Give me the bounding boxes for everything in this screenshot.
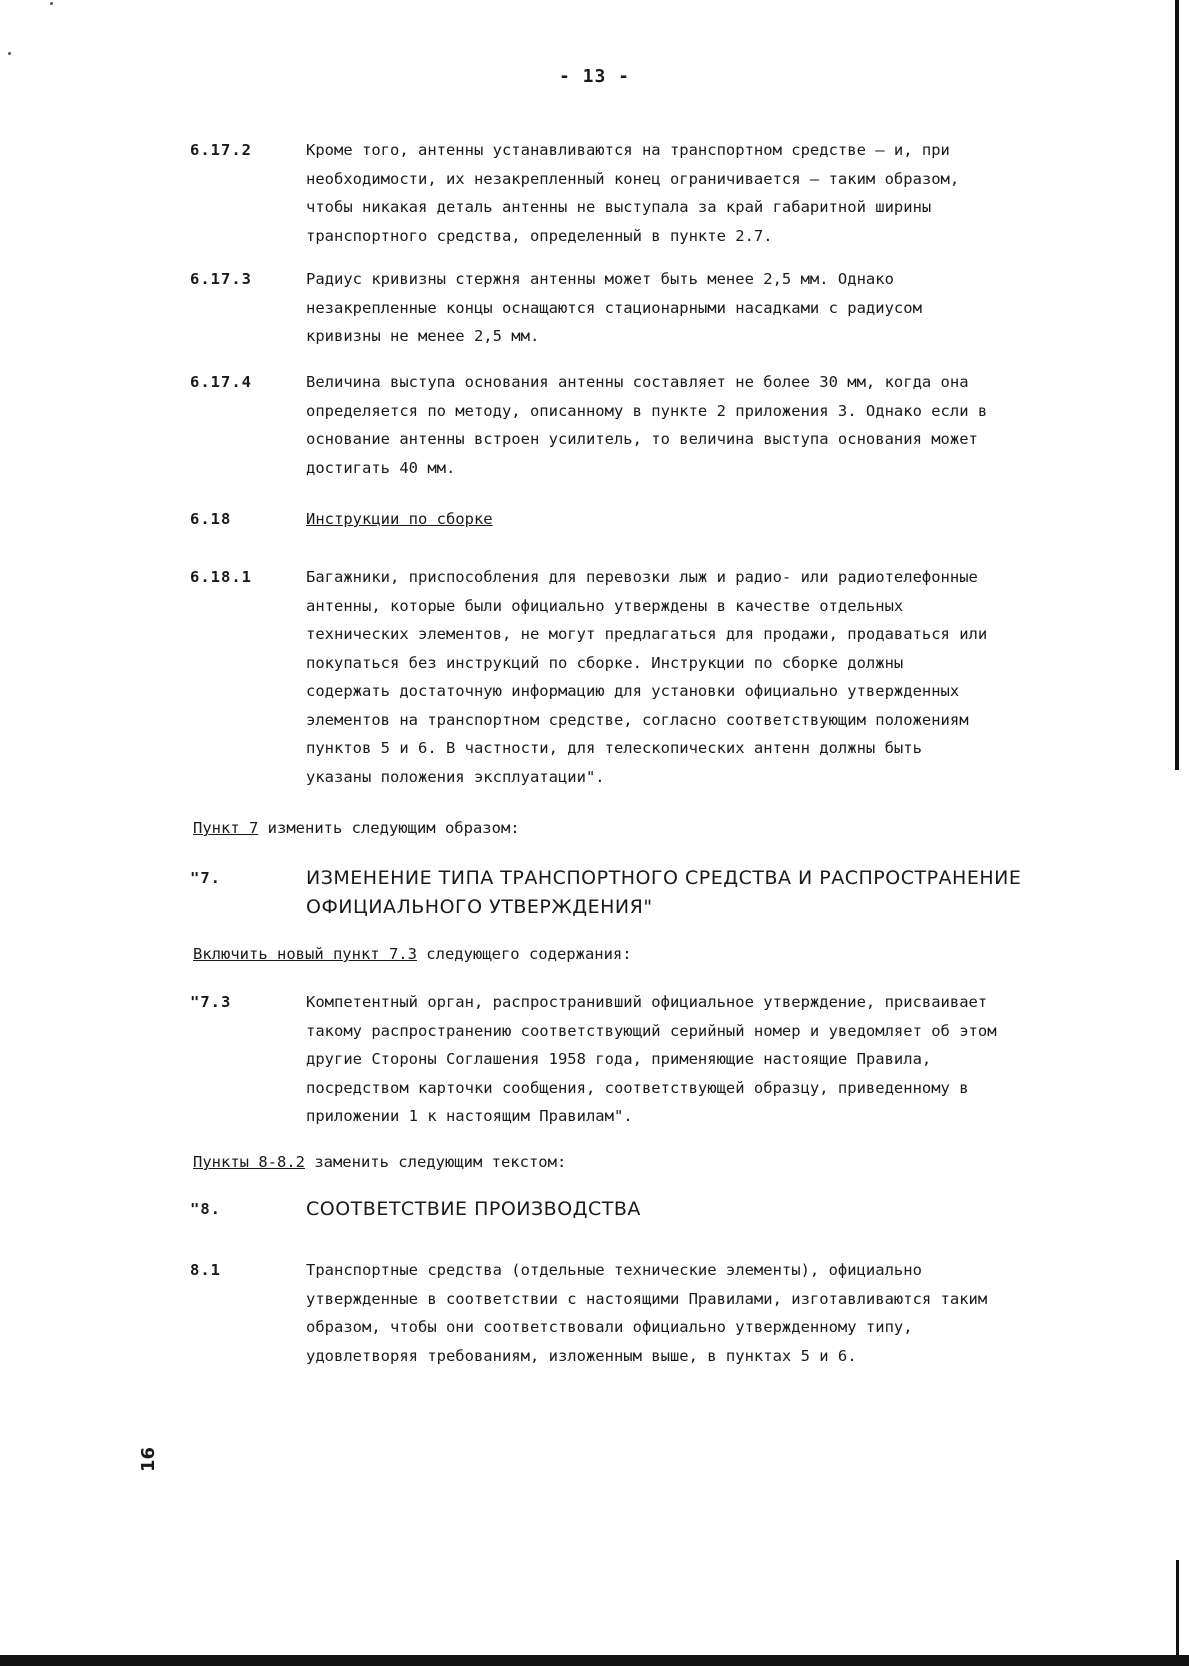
heading-number: "8. (190, 1200, 221, 1218)
scan-speck (8, 52, 11, 55)
heading-8 (190, 1195, 1130, 1224)
instruction-text: следующего содержания: (416, 945, 632, 963)
paragraph-number: 6.18.1 (190, 568, 252, 586)
margin-mark: 16 (138, 1446, 159, 1472)
paragraph-text: Величина выступа основания антенны составляет не более 30 мм, когда она определяется по методу, описанному в пункте 2 приложения 3. Однако если в основание антенны встроен усилитель, то величина выступа основания может достигать 40 мм. (306, 373, 988, 477)
paragraph-number: 6.17.2 (190, 141, 252, 159)
paragraph-6-17-4 (190, 368, 1130, 482)
instruction-reference: Пункт 7 (193, 819, 259, 837)
paragraph-number: "7.3 (190, 993, 232, 1011)
paragraph-number: 8.1 (190, 1261, 221, 1279)
scan-edge-right-lower (1176, 1560, 1179, 1666)
paragraph-6-17-3 (190, 265, 1130, 351)
instruction-reference: Включить новый пункт 7.3 (193, 945, 417, 963)
paragraph-number: 6.17.3 (190, 270, 252, 288)
paragraph-text: Багажники, приспособления для перевозки лыж и радио- или радиотелефонные антенны, которые были официально утверждены в качестве отдельных технических элементов, не могут предлагаться для продажи, продаваться или покупаться без инструкций по сборке. Инструкции по сборке должны содержать достаточную информацию для установки официально утвержденных элементов на транспортном средстве, согласно соответствующим положениям пунктов 5 и 6. В частности, для телескопических антенн должны быть указаны положения эксплуатации". (306, 568, 988, 786)
paragraph-7-3 (190, 988, 1130, 1131)
paragraph-text: Транспортные средства (отдельные технические элементы), официально утвержденные в соответствии с настоящими Правилами, изготавливаются таким образом, чтобы они соответствовали официально утвержденному типу, удовлетворяя требованиям, изложенным выше, в пунктах 5 и 6. (306, 1261, 988, 1365)
instruction-text: изменить следующим образом: (258, 819, 520, 837)
section-heading-6-18 (190, 505, 1130, 534)
scan-edge-right (1175, 0, 1179, 770)
scan-edge-bottom (0, 1655, 1189, 1666)
paragraph-text: Кроме того, антенны устанавливаются на транспортном средстве – и, при необходимости, их незакрепленный конец ограничивается – таким образом, чтобы никакая деталь антенны не выступала за край габаритной ширины транспортного средства, определенный в пункте 2.7. (306, 141, 960, 245)
heading-number: "7. (190, 869, 221, 887)
scan-speck (50, 2, 53, 5)
paragraph-6-18-1 (190, 563, 1130, 791)
paragraph-text: Радиус кривизны стержня антенны может быть менее 2,5 мм. Однако незакрепленные концы оснащаются стационарными насадками с радиусом кривизны не менее 2,5 мм. (306, 270, 922, 345)
amendment-instruction-1 (193, 814, 520, 842)
instruction-text: заменить следующим текстом: (304, 1153, 567, 1171)
instruction-reference: Пункты 8-8.2 (193, 1153, 305, 1171)
heading-title: СООТВЕТСТВИЕ ПРОИЗВОДСТВА (306, 1198, 641, 1220)
section-title: Инструкции по сборке (306, 510, 493, 528)
amendment-instruction-2 (193, 940, 632, 968)
paragraph-text: Компетентный орган, распространивший официальное утверждение, присваивает такому распространению соответствующий серийный номер и уведомляет об этом другие Стороны Соглашения 1958 года, применяющие настоящие Правила, посредством карточки сообщения, соответствующей образцу, приведенному в приложении 1 к настоящим Правилам". (306, 993, 997, 1125)
paragraph-number: 6.18 (190, 510, 232, 528)
page-number: - 13 - (558, 66, 631, 87)
heading-7 (190, 864, 1130, 922)
heading-title: ИЗМЕНЕНИЕ ТИПА ТРАНСПОРТНОГО СРЕДСТВА И РАСПРОСТРАНЕНИЕ ОФИЦИАЛЬНОГО УТВЕРЖДЕНИЯ" (306, 867, 1022, 918)
paragraph-6-17-2 (190, 136, 1130, 250)
amendment-instruction-3 (193, 1148, 566, 1176)
paragraph-8-1 (190, 1256, 1130, 1370)
paragraph-number: 6.17.4 (190, 373, 252, 391)
